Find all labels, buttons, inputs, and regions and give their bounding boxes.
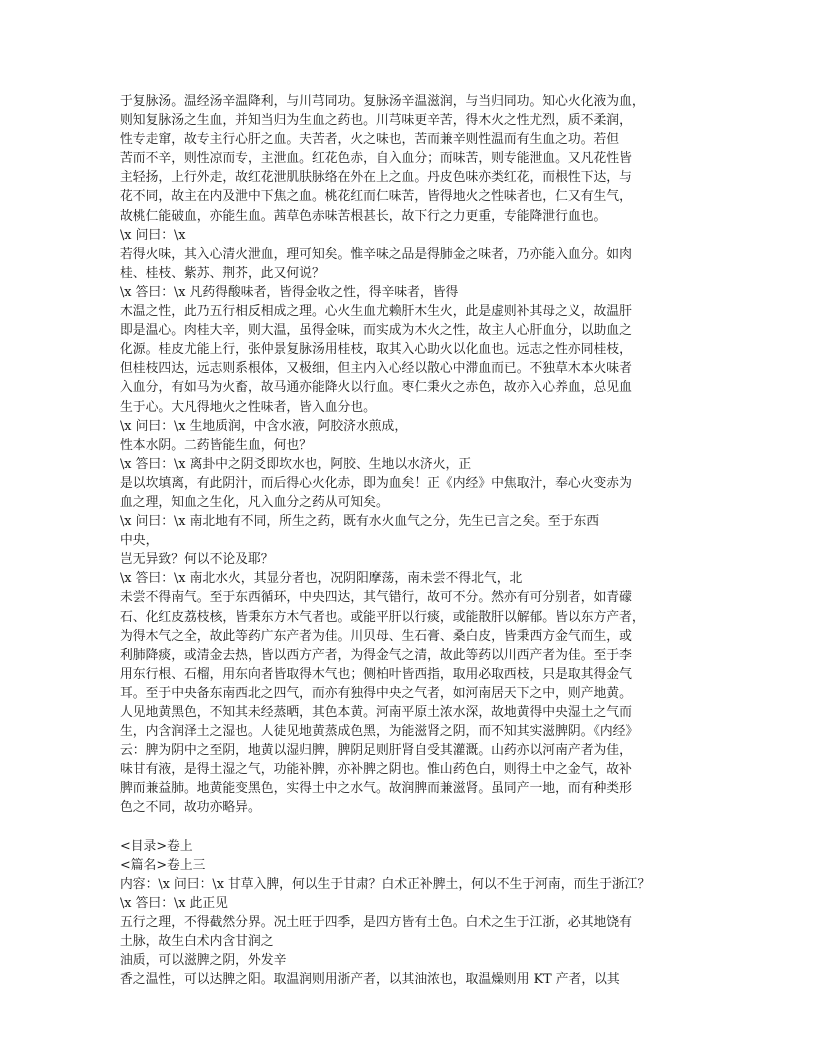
document-page <box>120 92 702 989</box>
text-line: 是以坎填离，有此阴汁，而后得心火化赤，即为血矣！正《内经》中焦取汁，奉心火变赤为 <box>120 475 632 491</box>
text-line: 于复脉汤。温经汤辛温降利，与川芎同功。复脉汤辛温滋润，与当归同功。知心火化液为血， <box>120 94 645 109</box>
text-line: 用东行根、石榴，用东向者皆取得木气也；侧柏叶皆西指，取用必取西枝，只是取其得金气 <box>120 666 632 682</box>
text-line: 中央， <box>120 533 159 549</box>
text-line: <篇名>卷上三 <box>120 857 206 873</box>
text-line: 血之理，知血之生化，凡入血分之药从可知矣。 <box>120 494 389 510</box>
text-line: 但桂枝四达，远志则系根体，又极细，但主内入心经以散心中滞血而已。不独草木本火味者 <box>120 361 632 377</box>
text-line: \x 答曰：\x 南北水火，其显分者也，况阴阳摩荡，南未尝不得北气，北 <box>120 571 523 587</box>
text-line: 内容：\x 问曰：\x 甘草入脾，何以生于甘肃？白术正补脾土，何以不生于河南，而生于浙江？ <box>120 876 651 892</box>
text-line <box>120 818 702 837</box>
text-line: 香之温性，可以达脾之阳。取温润则用浙产者，以其油浓也，取温燥则用 KT 产者，以其 <box>120 972 620 988</box>
text-line: 人见地黄黑色，不知其未经蒸晒，其色本黄。河南平原土浓水深，故地黄得中央湿土之气而 <box>120 705 632 720</box>
text-line: \x 问曰：\x 生地质润，中含水液，阿胶济水煎成， <box>120 418 408 434</box>
text-line: 性专走窜，故专主行心肝之血。夫苦者，火之味也，苦而兼辛则性温而有生血之功。若但 <box>120 132 620 148</box>
text-line: 未尝不得南气。至于东西循环，中央四达，其气错行，故可不分。然亦有可分别者，如青礞 <box>120 590 632 606</box>
text-line: 利肺降痰，或清金去热，皆以西方产者，为得金气之清，故此等药以川西产者为佳。至于李 <box>120 647 632 663</box>
text-line: 则知复脉汤之生血，并知当归为生血之药也。川芎味更辛苦，得木火之性尤烈，质不柔润， <box>120 113 632 129</box>
text-line: 为得木气之全，故此等药广东产者为佳。川贝母、生石膏、桑白皮，皆秉西方金气而生，或 <box>120 628 632 644</box>
text-line: 主轻扬，上行外走，故红花泄肌肤脉络在外在上之血。丹皮色味亦类红花，而根性下达，与 <box>120 170 632 186</box>
text-line: 土脉，故生白术内含甘润之 <box>120 934 274 950</box>
text-line: 脾而兼益肺。地黄能变黑色，实得土中之水气。故润脾而兼滋肾。虽同产一地，而有种类形 <box>120 781 632 797</box>
text-line: <目录>卷上 <box>120 838 193 854</box>
text-line: 岂无异致？何以不论及耶？ <box>120 552 274 568</box>
text-line: 五行之理，不得截然分界。况土旺于四季，是四方皆有土色。白术之生于江浙，必其地饶有 <box>120 915 632 931</box>
text-line: 苦而不辛，则性凉而专，主泄血。红花色赤，自入血分；而味苦，则专能泄血。又凡花性皆 <box>120 151 632 167</box>
text-line: 木温之性，此乃五行相反相成之理。心火生血尤赖肝木生火，此是虚则补其母之义，故温肝 <box>120 304 632 320</box>
text-line: 生，内含润泽土之湿也。人徒见地黄蒸成色黑，为能滋肾之阴，而不知其实滋脾阴。《内经》 <box>120 724 639 740</box>
text-line: 化源。桂皮尤能上行，张仲景复脉汤用桂枝，取其入心助火以化血也。远志之性亦同桂枝， <box>120 342 632 358</box>
text-line: 生于心。大凡得地火之性味者，皆入血分也。 <box>120 399 376 415</box>
text-line: 色之不同，故功亦略异。 <box>120 800 261 816</box>
text-line: 入血分，有如马为火畜，故马通亦能降火以行血。枣仁秉火之赤色，故亦入心养血，总见血 <box>120 380 632 396</box>
text-line: \x 问曰：\x <box>120 227 186 243</box>
text-line: 耳。至于中央备东南西北之四气，而亦有独得中央之气者，如河南居天下之中，则产地黄。 <box>120 685 632 701</box>
text-line: 味甘有液，是得土湿之气，功能补脾，亦补脾之阴也。惟山药色白，则得土中之金气，故补 <box>120 762 632 778</box>
text-line: \x 答曰：\x 凡药得酸味者，皆得金收之性，得辛味者，皆得 <box>120 284 459 300</box>
text-line: 即是温心。肉桂大辛，则大温，虽得金味，而实成为木火之性，故主人心肝血分，以助血之 <box>120 323 632 339</box>
text-line: 云：脾为阴中之至阴，地黄以湿归脾，脾阴足则肝肾自受其灌溉。山药亦以河南产者为佳， <box>120 743 632 759</box>
text-line: 桂、桂枝、紫苏、荆芥，此又何说？ <box>120 265 325 281</box>
text-line: 石、化红皮荔枝核，皆秉东方木气者也。或能平肝以行痰，或能散肝以解郁。皆以东方产者， <box>120 609 645 625</box>
text-line: \x 问曰：\x 南北地有不同，所生之药，既有水火血气之分，先生已言之矣。至于东西 <box>120 514 600 530</box>
text-line: 油质，可以滋脾之阴，外发辛 <box>120 953 287 969</box>
text-line: 性本水阴。二药皆能生血，何也？ <box>120 437 312 453</box>
text-line: 花不同，故主在内及泄中下焦之血。桃花红而仁味苦，皆得地火之性味者也，仁又有生气， <box>120 189 632 205</box>
text-line: 故桃仁能破血，亦能生血。茜草色赤味苦根甚长，故下行之力更重，专能降泄行血也。 <box>120 208 607 224</box>
text-line: 若得火味，其入心清火泄血，理可知矣。惟辛味之品是得肺金之味者，乃亦能入血分。如肉 <box>120 246 632 262</box>
text-line: \x 答曰：\x 离卦中之阴爻即坎水也，阿胶、生地以水济火，正 <box>120 456 472 472</box>
text-line: \x 答曰：\x 此正见 <box>120 895 228 911</box>
